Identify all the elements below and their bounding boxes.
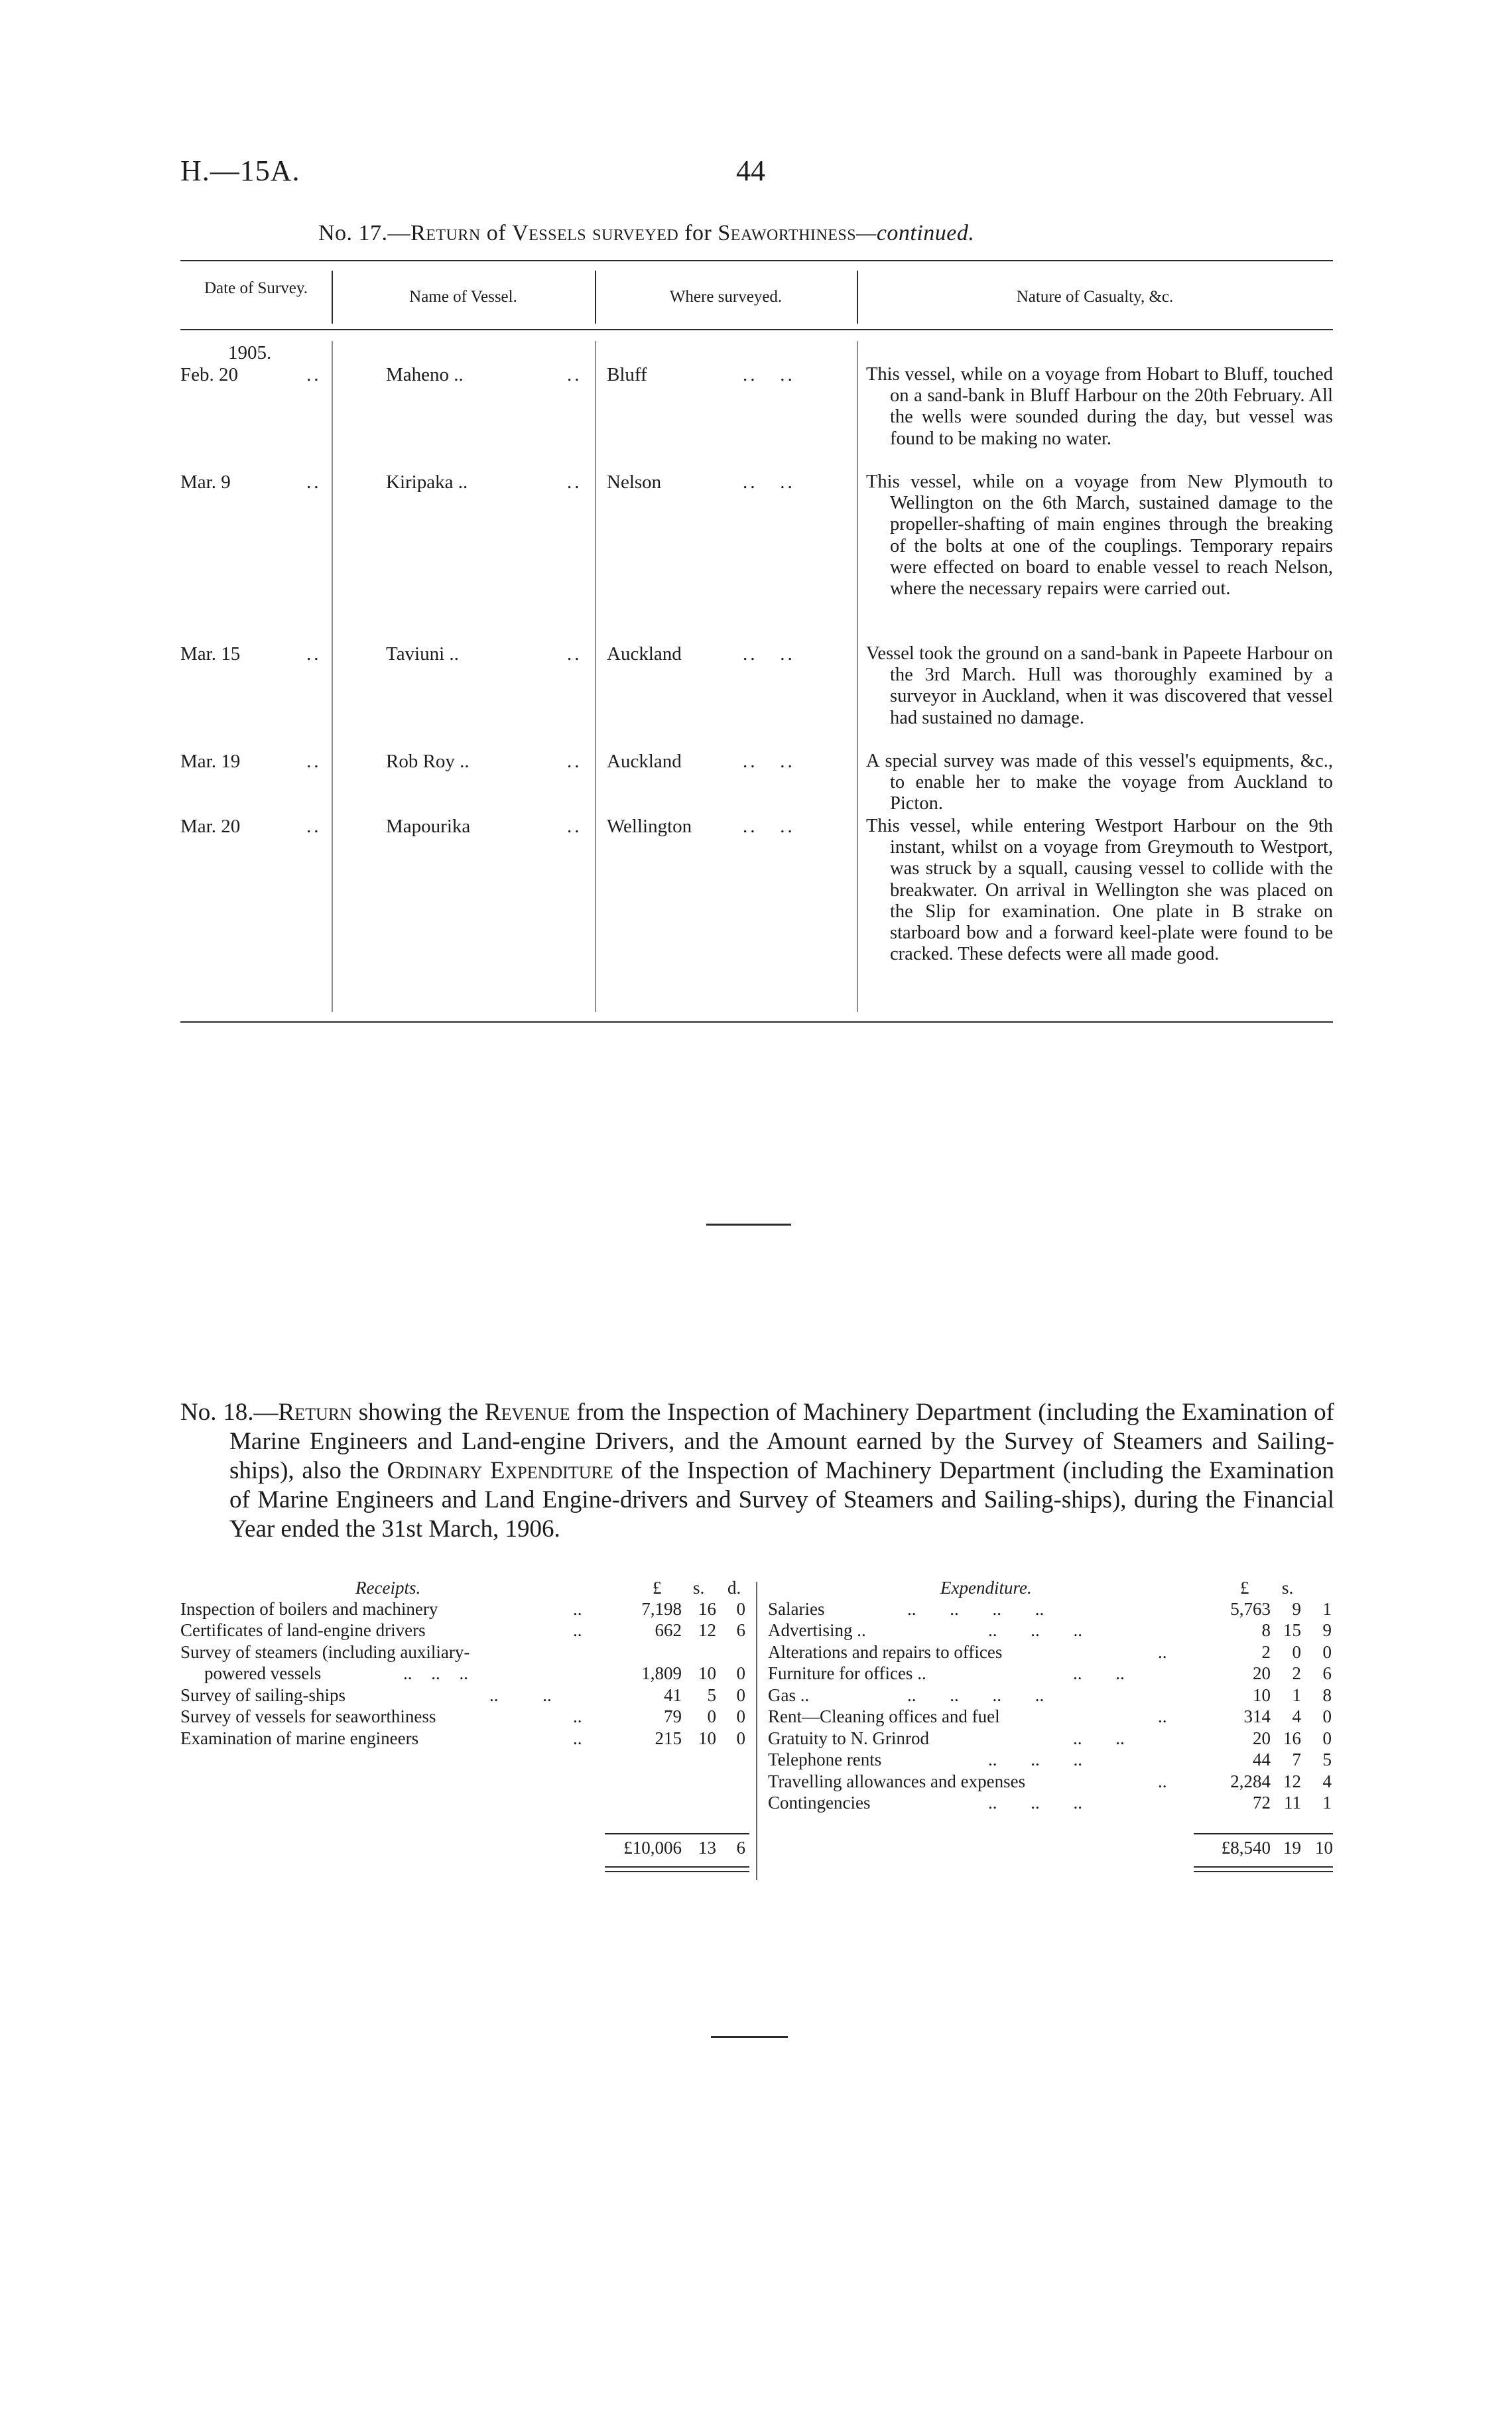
expenditure-label: Furniture for offices .. bbox=[768, 1663, 926, 1683]
receipts-total-rule bbox=[605, 1833, 749, 1834]
row-date: Mar. 15 bbox=[180, 643, 241, 665]
leader-dots: .. .. .. bbox=[988, 1793, 1082, 1813]
receipts-total-pounds: £10,006 bbox=[623, 1838, 682, 1858]
expenditure-shillings: 7 bbox=[1292, 1750, 1301, 1769]
expenditure-heading: Expenditure. bbox=[940, 1578, 1032, 1598]
table17-col-divider bbox=[595, 341, 596, 1012]
expenditure-label: Advertising .. bbox=[768, 1620, 866, 1640]
receipts-expenditure-divider bbox=[756, 1582, 757, 1880]
table18-title-prefix: No. 18.— bbox=[180, 1399, 279, 1426]
leader-dots: .. .. bbox=[743, 364, 795, 385]
leader-dots: .. bbox=[567, 751, 582, 772]
receipt-label: powered vessels bbox=[204, 1663, 322, 1683]
table17-title bbox=[318, 221, 974, 246]
leader-dots: .. .. bbox=[743, 472, 795, 493]
receipt-pence: 6 bbox=[736, 1620, 745, 1640]
table17-title-return: Return bbox=[410, 221, 481, 245]
receipt-pounds: 662 bbox=[655, 1620, 682, 1640]
row-where: Auckland bbox=[607, 643, 682, 665]
expenditure-pounds: 10 bbox=[1253, 1685, 1271, 1705]
leader-dots: .. bbox=[306, 643, 322, 665]
expenditure-total-double-rule bbox=[1194, 1871, 1333, 1872]
section-separator bbox=[706, 1224, 791, 1226]
section-separator bbox=[711, 2036, 788, 2038]
expenditure-shillings-head: s. bbox=[1282, 1578, 1294, 1598]
expenditure-label: Salaries bbox=[768, 1599, 825, 1619]
receipt-label: Survey of sailing-ships bbox=[180, 1685, 346, 1705]
row-nature: This vessel, while on a voyage from Hobart to Bluff, touched on a sand-bank in Bluff Harbour on the 20th February. All the wells were sounded during the day, but vessel was found to be making no water. bbox=[866, 364, 1333, 449]
expenditure-shillings: 1 bbox=[1292, 1685, 1301, 1705]
expenditure-total-shillings: 19 bbox=[1283, 1838, 1301, 1858]
table17-title-prefix: No. 17.— bbox=[318, 221, 411, 245]
expenditure-shillings: 16 bbox=[1283, 1728, 1301, 1748]
row-nature: Vessel took the ground on a sand-bank in Papeete Harbour on the 3rd March. Hull was thoroughly examined by a surveyor in Auckland, when it was discovered that vessel had sustained no damage. bbox=[866, 643, 1333, 728]
expenditure-label: Rent—Cleaning offices and fuel bbox=[768, 1706, 1000, 1726]
expenditure-pounds: 2 bbox=[1261, 1642, 1271, 1662]
expenditure-pence: 0 bbox=[1322, 1642, 1332, 1662]
receipts-shillings-head: s. bbox=[693, 1578, 705, 1598]
expenditure-label: Contingencies bbox=[768, 1793, 871, 1813]
table18-title-part: from the Inspection of Machinery Department (including the Examination of Marine Engineers and Land-engine Drivers, and the Amount earned by the Survey of Steamers and Sailing-ships), also the bbox=[229, 1399, 1334, 1484]
receipt-shillings: 0 bbox=[707, 1706, 716, 1726]
row-nature: This vessel, while entering Westport Harbour on the 9th instant, whilst on a voyage from Greymouth to Westport, was struck by a squall, causing vessel to collide with the breakwater. On arrival in Wellington she was placed on the Slip for examination. One plate in B strake on starboard bow and a forward keel-plate were found to be cracked. These defects were all made good. bbox=[866, 816, 1333, 965]
receipt-shillings: 5 bbox=[707, 1685, 716, 1705]
leader-dots: .. bbox=[567, 472, 582, 493]
expenditure-shillings: 11 bbox=[1284, 1793, 1301, 1813]
table18-title-part: showing the bbox=[358, 1399, 479, 1426]
year-label: 1905. bbox=[228, 342, 272, 363]
leader-dots: .. bbox=[567, 364, 582, 385]
receipt-pounds: 215 bbox=[655, 1728, 682, 1748]
expenditure-label: Travelling allowances and expenses bbox=[768, 1771, 1026, 1791]
receipts-pence-head: d. bbox=[727, 1578, 741, 1598]
leader-dots: .. bbox=[573, 1599, 582, 1619]
row-date: Mar. 20 bbox=[180, 816, 241, 837]
row-where: Nelson bbox=[607, 472, 662, 493]
receipt-label: Inspection of boilers and machinery bbox=[180, 1599, 438, 1619]
leader-dots: .. .. .. bbox=[988, 1620, 1082, 1640]
expenditure-pounds: 72 bbox=[1253, 1793, 1271, 1813]
receipt-pence: 0 bbox=[736, 1685, 745, 1705]
expenditure-shillings: 2 bbox=[1292, 1663, 1301, 1683]
receipts-pounds-head: £ bbox=[653, 1578, 662, 1598]
receipt-shillings: 12 bbox=[698, 1620, 716, 1640]
receipt-pence: 0 bbox=[736, 1728, 745, 1748]
receipt-label: Survey of steamers (including auxiliary- bbox=[180, 1642, 470, 1662]
expenditure-pence: 9 bbox=[1322, 1620, 1332, 1640]
row-date: Mar. 19 bbox=[180, 751, 241, 772]
expenditure-pounds: 44 bbox=[1253, 1750, 1271, 1769]
expenditure-label: Gratuity to N. Grinrod bbox=[768, 1728, 929, 1748]
leader-dots: .. .. bbox=[743, 751, 795, 772]
receipts-total-pence: 6 bbox=[736, 1838, 745, 1858]
leader-dots: .. bbox=[1158, 1771, 1167, 1791]
expenditure-pounds: 314 bbox=[1243, 1706, 1271, 1726]
row-vessel: Rob Roy .. bbox=[386, 751, 470, 772]
expenditure-pounds: 20 bbox=[1253, 1663, 1271, 1683]
row-date: Feb. 20 bbox=[180, 364, 238, 385]
expenditure-pounds: 5,763 bbox=[1230, 1599, 1271, 1619]
leader-dots: .. bbox=[567, 816, 582, 837]
table18-title-part: of the Inspection of Machinery Department (including the Examination of Marine Engineers and Land Engine-drivers and Survey of Steamers and Sailing-ships), during the Financial Year ended the 31st March, 1906. bbox=[229, 1457, 1335, 1543]
expenditure-shillings: 15 bbox=[1283, 1620, 1301, 1640]
page-code: H.—15A. bbox=[180, 155, 300, 187]
expenditure-shillings: 0 bbox=[1292, 1642, 1301, 1662]
expenditure-total-pence: 10 bbox=[1315, 1838, 1333, 1858]
leader-dots: .. bbox=[1158, 1642, 1167, 1662]
receipt-pence: 0 bbox=[736, 1599, 745, 1619]
table17-title-vessels: Vessels bbox=[512, 221, 587, 245]
header-nature: Nature of Casualty, &c. bbox=[1016, 288, 1174, 306]
expenditure-pounds: 2,284 bbox=[1230, 1771, 1271, 1791]
page-number: 44 bbox=[736, 155, 765, 187]
receipt-pounds: 79 bbox=[664, 1706, 682, 1726]
leader-dots: .. bbox=[573, 1706, 582, 1726]
table17-top-rule bbox=[180, 260, 1333, 261]
expenditure-total-rule bbox=[1194, 1833, 1333, 1834]
expenditure-label: Telephone rents bbox=[768, 1750, 882, 1769]
table17-bottom-rule bbox=[180, 1021, 1333, 1023]
row-where: Bluff bbox=[607, 364, 647, 385]
row-where: Wellington bbox=[607, 816, 692, 837]
expenditure-total-double-rule bbox=[1194, 1866, 1333, 1868]
row-date: Mar. 9 bbox=[180, 472, 231, 493]
leader-dots: .. .. bbox=[743, 643, 795, 665]
leader-dots: .. .. bbox=[1073, 1663, 1125, 1683]
leader-dots: .. bbox=[306, 364, 322, 385]
receipt-shillings: 10 bbox=[698, 1663, 716, 1683]
table18-title-return: Return bbox=[278, 1399, 352, 1426]
row-vessel: Mapourika bbox=[386, 816, 471, 837]
expenditure-pounds: 20 bbox=[1253, 1728, 1271, 1748]
expenditure-pence: 0 bbox=[1322, 1706, 1332, 1726]
expenditure-pounds: 8 bbox=[1261, 1620, 1271, 1640]
expenditure-shillings: 12 bbox=[1283, 1771, 1301, 1791]
expenditure-label: Alterations and repairs to offices bbox=[768, 1642, 1003, 1662]
table17-title-surveyed: surveyed bbox=[592, 221, 679, 245]
row-where: Auckland bbox=[607, 751, 682, 772]
table18-title bbox=[180, 1398, 1334, 1544]
leader-dots: .. bbox=[1158, 1706, 1167, 1726]
leader-dots: .. bbox=[306, 816, 322, 837]
expenditure-pence: 1 bbox=[1322, 1793, 1332, 1813]
table17-title-continued: —continued. bbox=[856, 221, 975, 245]
receipts-total-double-rule bbox=[605, 1871, 749, 1872]
expenditure-total-pounds: £8,540 bbox=[1221, 1838, 1271, 1858]
expenditure-label: Gas .. bbox=[768, 1685, 810, 1705]
leader-dots: .. bbox=[306, 751, 322, 772]
leader-dots: .. .. .. .. bbox=[907, 1685, 1044, 1705]
leader-dots: .. .. .. .. bbox=[907, 1599, 1044, 1619]
leader-dots: .. .. bbox=[489, 1685, 552, 1705]
leader-dots: .. .. .. bbox=[403, 1663, 468, 1683]
receipt-pounds: 41 bbox=[664, 1685, 682, 1705]
receipts-total-double-rule bbox=[605, 1866, 749, 1868]
expenditure-shillings: 9 bbox=[1292, 1599, 1301, 1619]
header-where: Where surveyed. bbox=[669, 288, 783, 306]
row-nature: This vessel, while on a voyage from New Plymouth to Wellington on the 6th March, sustained damage to the propeller-shafting of main engines through the breaking of the bolts at one of the couplings. Temporary repairs were effected on board to enable vessel to reach Nelson, where the necessary repairs were carried out. bbox=[866, 472, 1333, 600]
receipt-shillings: 16 bbox=[698, 1599, 716, 1619]
table17-title-seaworthiness: Seaworthiness bbox=[718, 221, 857, 245]
receipt-label: Examination of marine engineers bbox=[180, 1728, 419, 1748]
receipt-pounds: 1,809 bbox=[641, 1663, 682, 1683]
expenditure-pence: 4 bbox=[1322, 1771, 1332, 1791]
leader-dots: .. bbox=[306, 472, 322, 493]
row-vessel: Kiripaka .. bbox=[386, 472, 468, 493]
row-vessel: Maheno .. bbox=[386, 364, 464, 385]
leader-dots: .. bbox=[573, 1620, 582, 1640]
expenditure-pence: 8 bbox=[1322, 1685, 1332, 1705]
leader-dots: .. .. bbox=[1073, 1728, 1125, 1748]
leader-dots: .. bbox=[567, 643, 582, 665]
receipts-total-shillings: 13 bbox=[698, 1838, 716, 1858]
row-vessel: Taviuni .. bbox=[386, 643, 459, 665]
header-date: Date of Survey. bbox=[204, 279, 308, 297]
expenditure-pence: 6 bbox=[1322, 1663, 1332, 1683]
receipt-pounds: 7,198 bbox=[641, 1599, 682, 1619]
expenditure-shillings: 4 bbox=[1292, 1706, 1301, 1726]
expenditure-pounds-head: £ bbox=[1240, 1578, 1249, 1598]
leader-dots: .. .. bbox=[743, 816, 795, 837]
table18-title-revenue: Revenue bbox=[484, 1399, 570, 1426]
header-vessel: Name of Vessel. bbox=[409, 288, 517, 306]
receipts-heading: Receipts. bbox=[355, 1578, 421, 1598]
receipt-shillings: 10 bbox=[698, 1728, 716, 1748]
table17-col-divider bbox=[857, 341, 858, 1012]
leader-dots: .. bbox=[573, 1728, 582, 1748]
receipt-pence: 0 bbox=[736, 1663, 745, 1683]
leader-dots: .. .. .. bbox=[988, 1750, 1082, 1769]
receipt-label: Certificates of land-engine drivers bbox=[180, 1620, 426, 1640]
expenditure-pence: 5 bbox=[1322, 1750, 1332, 1769]
table17-col-divider bbox=[332, 341, 333, 1012]
table18-title-ordinary: Ordinary Expenditure bbox=[387, 1457, 613, 1484]
expenditure-pence: 0 bbox=[1322, 1728, 1332, 1748]
receipt-label: Survey of vessels for seaworthiness bbox=[180, 1706, 436, 1726]
receipt-pence: 0 bbox=[736, 1706, 745, 1726]
row-nature: A special survey was made of this vessel's equipments, &c., to enable her to make the voyage from Auckland to Picton. bbox=[866, 751, 1333, 814]
table17-header-rule bbox=[180, 329, 1333, 330]
table17-title-for: for bbox=[684, 221, 712, 245]
table17-title-of: of bbox=[486, 221, 507, 245]
expenditure-pence: 1 bbox=[1322, 1599, 1332, 1619]
